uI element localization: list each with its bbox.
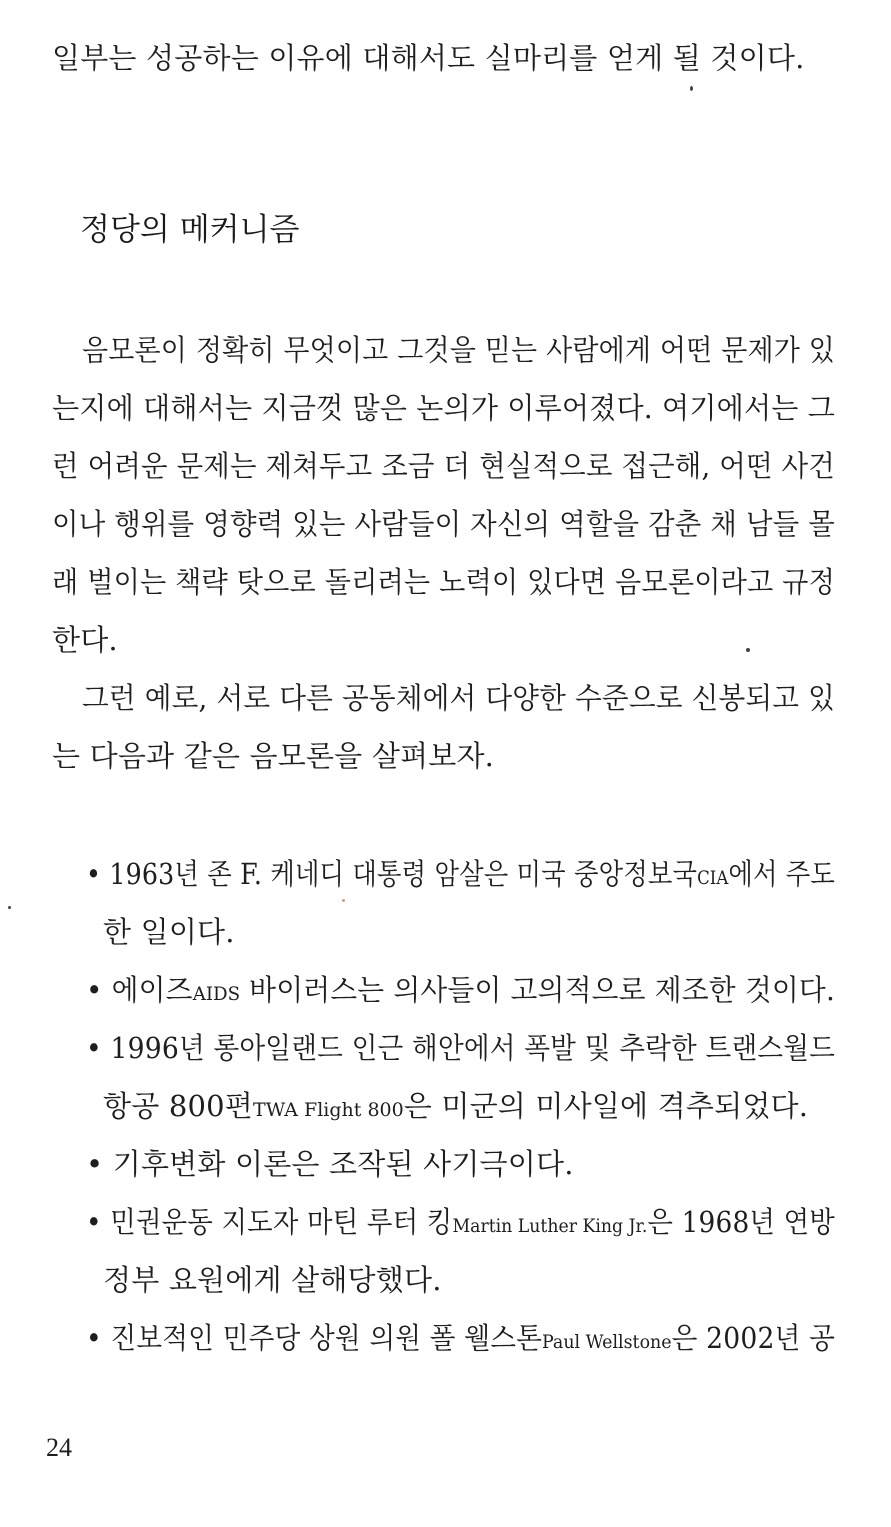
bullet-item: • 에이즈AIDS 바이러스는 의사들이 고의적으로 제조한 것이다. [86, 973, 835, 1007]
paragraph-line: 는지에 대해서는 지금껏 많은 논의가 이루어졌다. 여기에서는 그 [52, 391, 836, 425]
bullet-continuation: 한 일이다. [103, 915, 235, 949]
bullet-item: • 기후변화 이론은 조작된 사기극이다. [86, 1147, 574, 1181]
english-term: CIA [697, 867, 729, 889]
bullet-item: • 1963년 존 F. 케네디 대통령 암살은 미국 중앙정보국CIA에서 주도 [86, 857, 836, 891]
bullet-item: • 진보적인 민주당 상원 의원 폴 웰스톤Paul Wellstone은 2002년 공 [86, 1321, 835, 1355]
paragraph-line: 이나 행위를 영향력 있는 사람들이 자신의 역할을 감춘 채 남들 몰 [52, 507, 835, 541]
english-term: Martin Luther King Jr. [452, 1215, 648, 1237]
paragraph-line: 런 어려운 문제는 제쳐두고 조금 더 현실적으로 접근해, 어떤 사건 [52, 449, 835, 483]
continuation-text: 일부는 성공하는 이유에 대해서도 실마리를 얻게 될 것이다. [52, 41, 805, 75]
paragraph-line: 래 벌이는 책략 탓으로 돌리려는 노력이 있다면 음모론이라고 규정 [52, 565, 835, 599]
paragraph-line: 음모론이 정확히 무엇이고 그것을 믿는 사람에게 어떤 문제가 있 [82, 333, 836, 367]
english-term: Paul Wellstone [541, 1331, 672, 1353]
print-speck [746, 648, 750, 652]
english-term: TWA Flight 800 [253, 1099, 404, 1121]
print-speck [8, 906, 11, 909]
english-term: AIDS [192, 983, 241, 1005]
print-speck [342, 899, 345, 902]
section-heading: 정당의 메커니즘 [80, 212, 300, 248]
paragraph-line: 한다. [52, 623, 118, 657]
print-speck [690, 86, 693, 91]
bullet-continuation: 항공 800편TWA Flight 800은 미군의 미사일에 격추되었다. [103, 1089, 809, 1123]
bullet-item: • 민권운동 지도자 마틴 루터 킹Martin Luther King Jr.은 1968년 연방 [86, 1205, 835, 1239]
bullet-item: • 1996년 롱아일랜드 인근 해안에서 폭발 및 추락한 트랜스월드 [86, 1031, 836, 1065]
paragraph-line: 그런 예로, 서로 다른 공동체에서 다양한 수준으로 신봉되고 있 [82, 681, 835, 715]
page-number: 24 [46, 1433, 72, 1462]
paragraph-line: 는 다음과 같은 음모론을 살펴보자. [52, 739, 495, 773]
bullet-continuation: 정부 요원에게 살해당했다. [103, 1263, 442, 1297]
